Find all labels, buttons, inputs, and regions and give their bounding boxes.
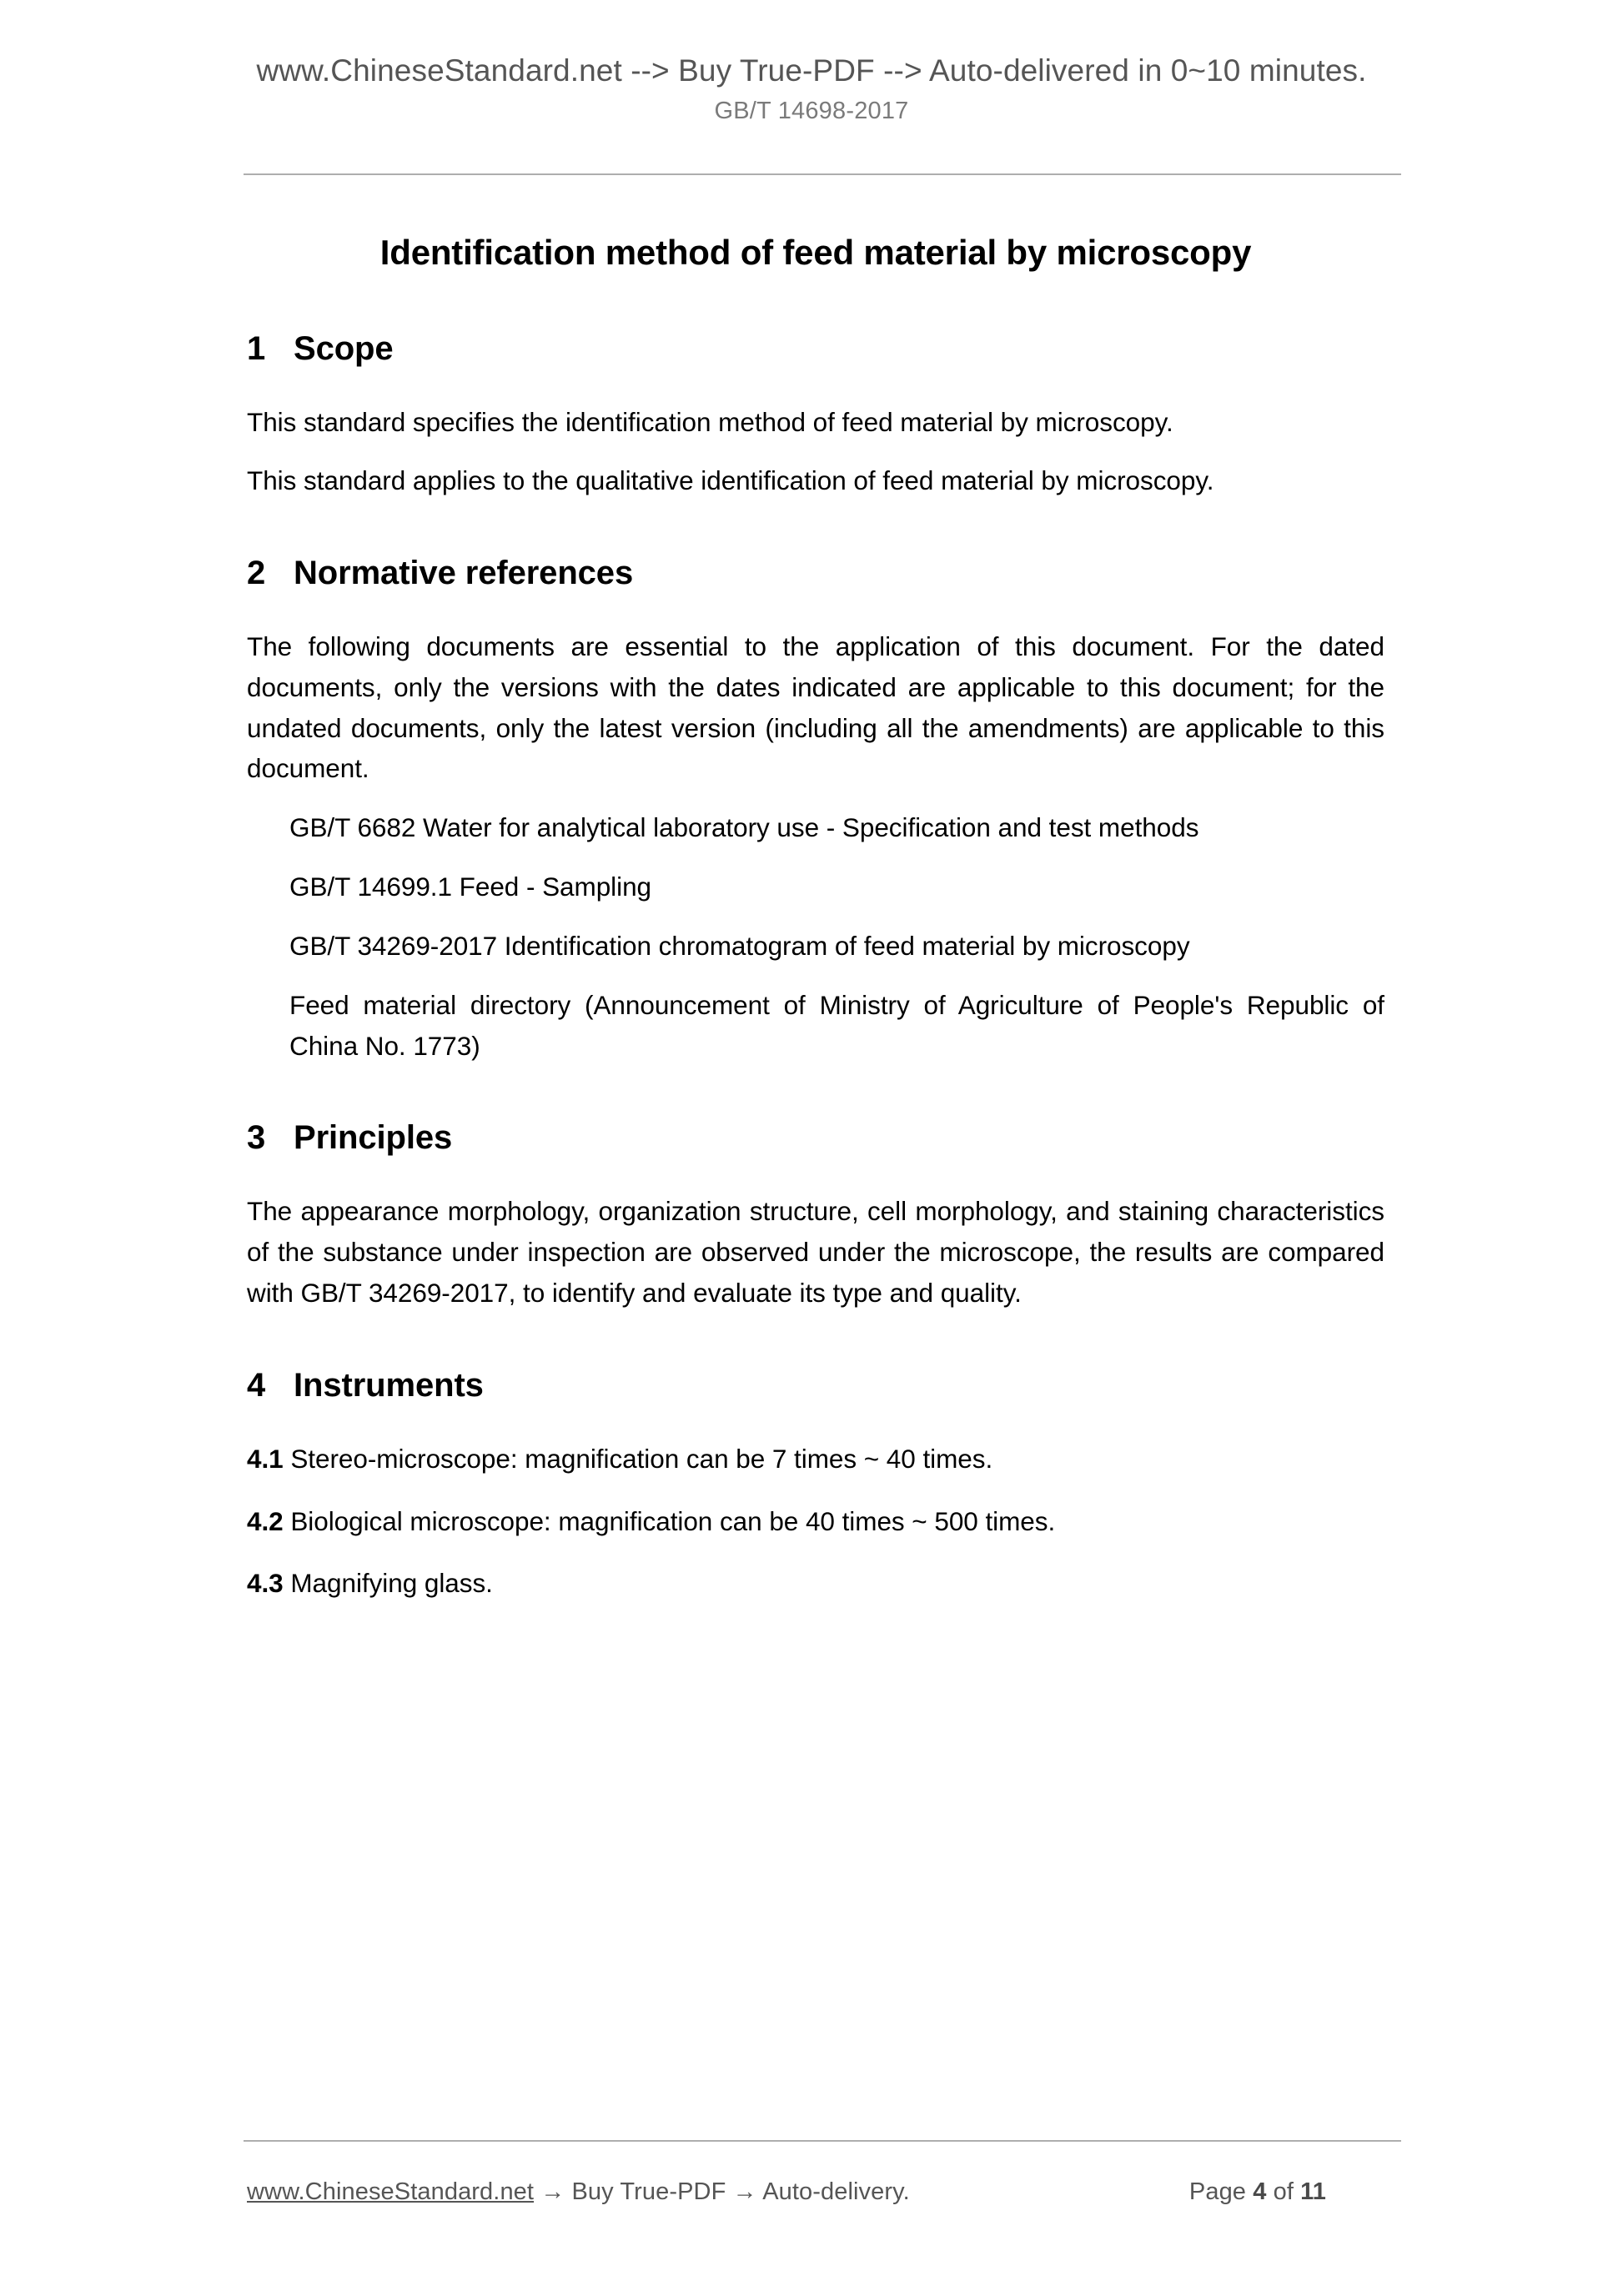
instrument-clause [247,1439,1384,1480]
scope-paragraph-2: This standard applies to the qualitative identification of feed material by microscopy. [247,465,1214,496]
footer-website-link[interactable]: www.ChineseStandard.net [247,2178,535,2205]
page-footer [247,2178,1384,2206]
footer-tagline: → Buy True-PDF → Auto-delivery. [534,2178,910,2205]
footer-promo [247,2178,910,2206]
page-number [1189,2178,1326,2206]
footer-divider [244,2140,1401,2142]
page-number-current: 4 [1253,2178,1267,2205]
section-label-scope: Scope [294,330,394,368]
reference-item: Feed material directory (Announcement of Ministry of Agriculture of People's Republic of China No. 1773) [289,989,1384,1061]
section-number-4: 4 [247,1366,266,1404]
section-label-principles: Principles [294,1119,453,1157]
principles-paragraph-1: The appearance morphology, organization structure, cell morphology, and staining characteristics of the substance under inspection are observed under the microscope, the results are compared with GB/T 34269-2017, to identify and evaluate its type and quality. [247,1196,1384,1308]
section-label-normative-references: Normative references [294,555,634,592]
reference-item: GB/T 6682 Water for analytical laboratory use - Specification and test methods [289,812,1199,843]
header-standard-number: GB/T 14698-2017 [714,98,909,125]
normative-references-intro: The following documents are essential to the application of this document. For the dated documents, only the versions with the dates indicated are applicable to this document; for the undated documents, only the latest version (including all the amendments) are applicable to this document. [247,631,1384,784]
scope-paragraph-1: This standard specifies the identification method of feed material by microscopy. [247,407,1173,438]
section-number-2: 2 [247,555,266,592]
instrument-clause [247,1501,1384,1542]
clause-number: 4.3 [247,1568,284,1599]
clause-number: 4.1 [247,1443,284,1474]
section-heading-normative-references [247,553,1384,593]
section-label-instruments: Instruments [294,1366,484,1404]
page-number-total: 11 [1300,2178,1326,2205]
clause-text: Stereo-microscope: magnification can be 7 times ~ 40 times. [283,1443,993,1474]
header-promo-text: www.ChineseStandard.net --> Buy True-PDF --> Auto-delivered in 0~10 minutes. [256,53,1367,88]
reference-item: GB/T 14699.1 Feed - Sampling [289,872,652,902]
clause-text: Magnifying glass. [283,1568,493,1599]
document-content [247,0,1384,1604]
section-number-1: 1 [247,330,266,368]
instrument-clause [247,1563,1384,1604]
section-heading-instruments [247,1365,1384,1405]
clause-text: Biological microscope: magnification can be 40 times ~ 500 times. [283,1505,1056,1536]
section-heading-principles [247,1118,1384,1158]
reference-item: GB/T 34269-2017 Identification chromatogram of feed material by microscopy [289,930,1190,961]
section-heading-scope [247,329,1384,369]
page-number-middle: of [1266,2178,1301,2205]
clause-number: 4.2 [247,1505,284,1536]
document-title: Identification method of feed material by microscopy [379,233,1252,272]
page-number-prefix: Page [1188,2178,1254,2205]
section-number-3: 3 [247,1119,266,1157]
